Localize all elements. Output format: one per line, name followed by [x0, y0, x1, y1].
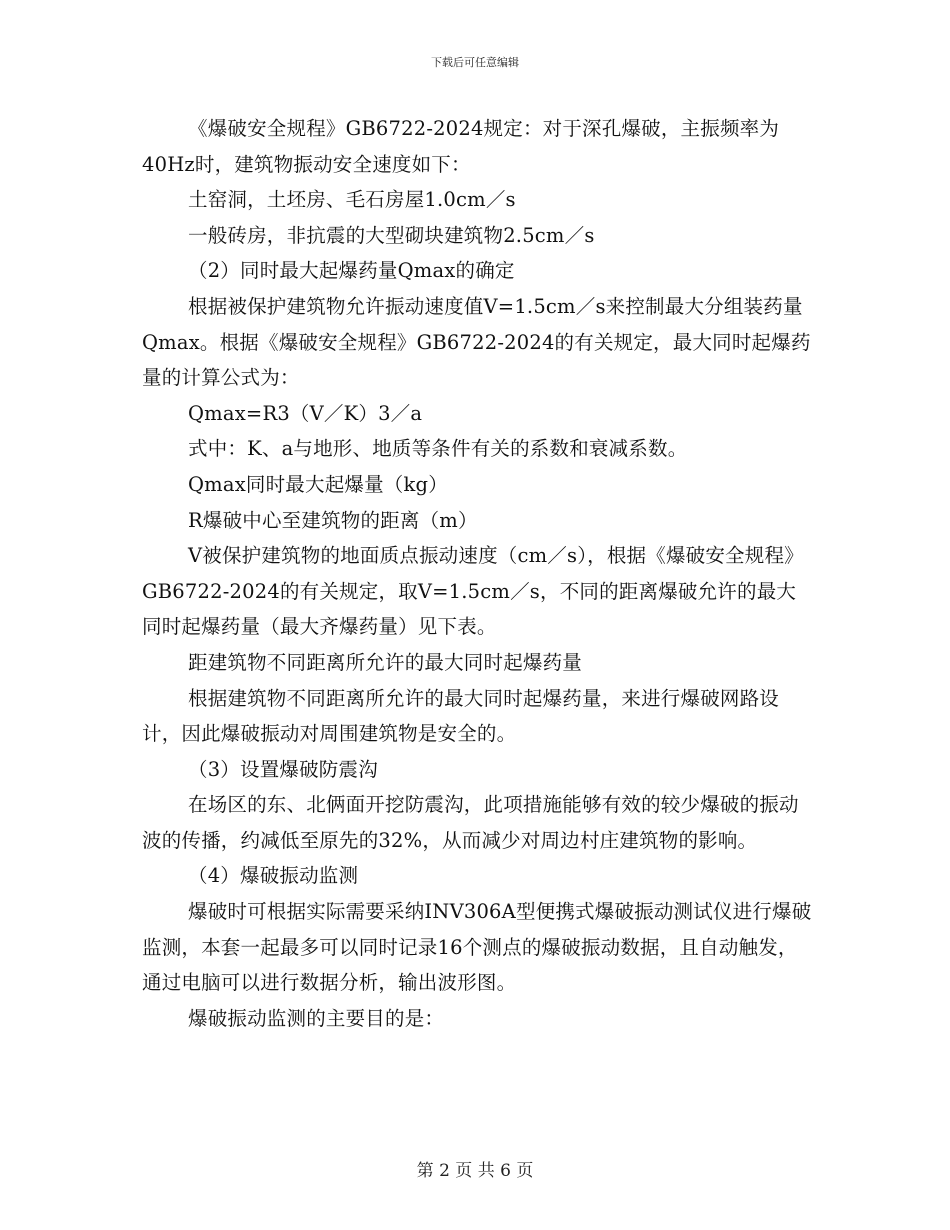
section-heading-monitoring: （4）爆破振动监测 [188, 864, 359, 888]
paragraph-network-design: 根据建筑物不同距离所允许的最大同时起爆药量，来进行爆破网路设计，因此爆破振动对周围建筑物是安全的。 [142, 686, 780, 746]
paragraph-qmax-basis: 根据被保护建筑物允许振动速度值V=1.5cm／s来控制最大分组装药量Qmax。根据《爆破安全规程》GB6722-2024的有关规定，最大同时起爆药量的计算公式为： [142, 294, 811, 390]
paragraph-earth-cave-speed: 土窑洞，土坯房、毛石房屋1.0cm／s [188, 188, 516, 212]
paragraph-regulation-intro: 《爆破安全规程》GB6722-2024规定：对于深孔爆破，主振频率为40Hz时，建筑物振动安全速度如下： [142, 117, 780, 176]
paragraph-monitoring-device: 爆破时可根据实际需要采纳INV306A型便携式爆破振动测试仪进行爆破监测，本套一起最多可以同时记录16个测点的爆破振动数据，且自动触发，通过电脑可以进行数据分析，输出波形图。 [142, 900, 812, 995]
paragraph-qmax-definition: Qmax同时最大起爆量（kg） [188, 472, 448, 496]
page-header-note: 下载后可任意编辑 [431, 56, 519, 69]
paragraph-v-definition: V被保护建筑物的地面质点振动速度（cm／s），根据《爆破安全规程》GB6722-2024的有关规定，取V=1.5cm／s，不同的距离爆破允许的最大同时起爆药量（最大齐爆药量）见下表。 [142, 544, 804, 639]
paragraph-formula-terms: 式中：K、a与地形、地质等条件有关的系数和衰减系数。 [188, 437, 688, 461]
paragraph-brick-house-speed: 一般砖房，非抗震的大型砌块建筑物2.5cm／s [188, 223, 595, 247]
formula-qmax: Qmax=R3（V／K）3／a [188, 401, 423, 425]
document-body [142, 111, 812, 1036]
paragraph-trench: 在场区的东、北俩面开挖防震沟，此项措施能够有效的较少爆破的振动波的传播，约减低至原先的32%，从而减少对周边村庄建筑物的影响。 [142, 793, 799, 852]
section-heading-qmax: （2）同时最大起爆药量Qmax的确定 [188, 259, 515, 283]
section-heading-trench: （3）设置爆破防震沟 [188, 757, 378, 781]
paragraph-monitoring-purpose: 爆破振动监测的主要目的是： [188, 1006, 445, 1030]
paragraph-r-definition: R爆破中心至建筑物的距离（m） [188, 508, 478, 532]
table-caption: 距建筑物不同距离所允许的最大同时起爆药量 [188, 650, 583, 674]
page-number: 第 2 页 共 6 页 [416, 1161, 534, 1181]
